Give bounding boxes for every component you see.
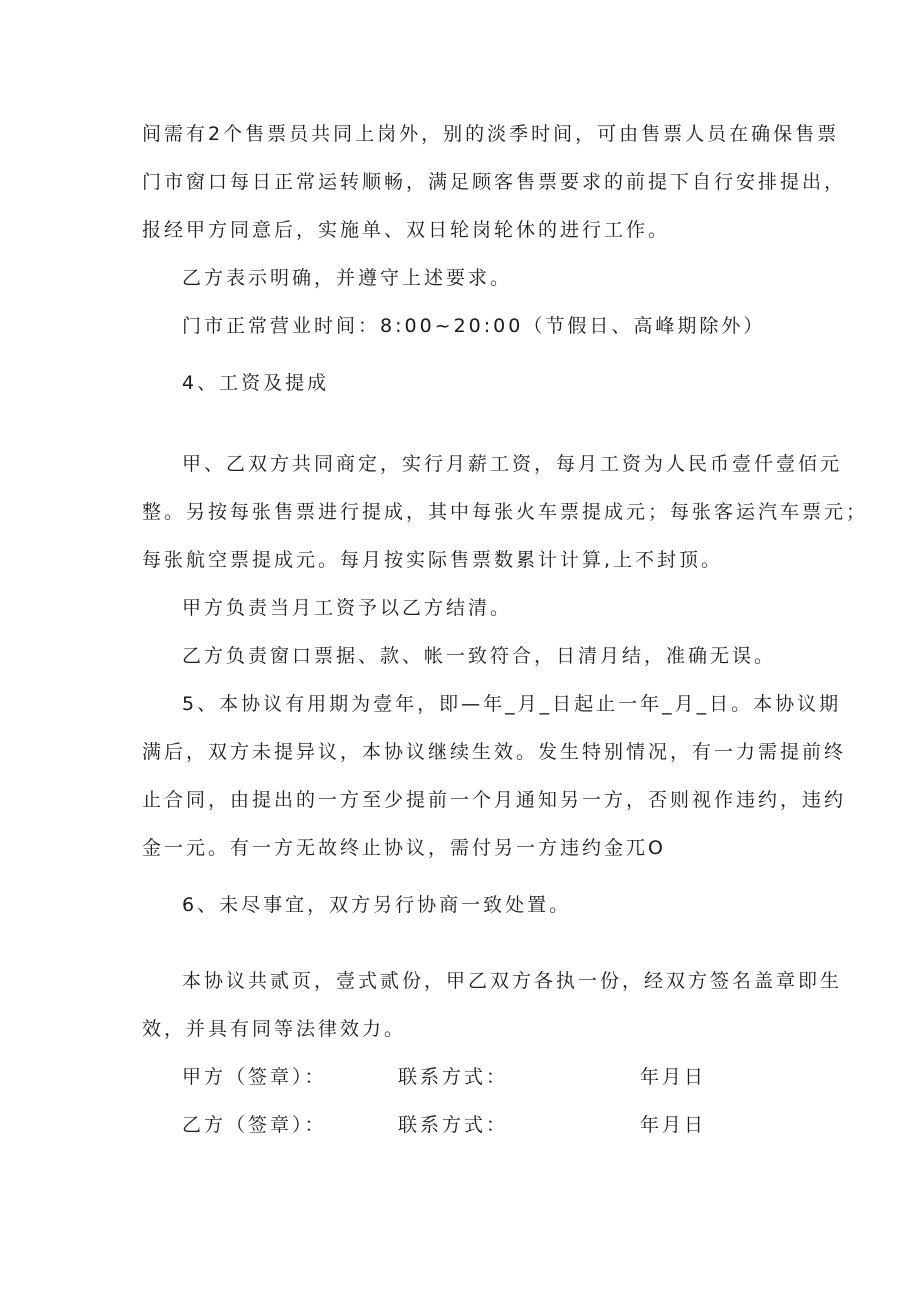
paragraph-line: 甲方负责当月工资予以乙方结清。 bbox=[182, 597, 513, 619]
party-b-date-label: 年月日 bbox=[640, 1114, 707, 1136]
paragraph-line: 效，并具有同等法律效力。 bbox=[142, 1018, 407, 1040]
paragraph-line: 乙方表示明确，并遵守上述要求。 bbox=[182, 267, 513, 289]
paragraph-line: 金一元。有一方无故终止协议，需付另一方违约金兀O bbox=[142, 837, 666, 859]
business-hours-line: 门市正常营业时间：8:00~20:00（节假日、高峰期除外） bbox=[182, 315, 766, 337]
paragraph-line: 间需有2个售票员共同上岗外，别的淡季时间，可由售票人员在确保售票 bbox=[142, 123, 840, 145]
party-a-contact-label: 联系方式： bbox=[398, 1066, 509, 1088]
section-heading-salary: 4、工资及提成 bbox=[182, 372, 330, 394]
section-heading-other: 6、未尽事宜，双方另行协商一致处置。 bbox=[182, 894, 572, 916]
paragraph-line: 整。另按每张售票进行提成，其中每张火车票提成元；每张客运汽车票元； bbox=[142, 501, 869, 523]
paragraph-line: 报经甲方同意后，实施单、双日轮岗轮休的进行工作。 bbox=[142, 219, 671, 241]
party-b-contact-label: 联系方式： bbox=[398, 1114, 509, 1136]
paragraph-line: 止合同，由提出的一方至少提前一个月通知另一方，否则视作违约，违约 bbox=[142, 789, 847, 811]
paragraph-line: 甲、乙双方共同商定，实行月薪工资，每月工资为人民币壹仟壹佰元 bbox=[182, 453, 843, 475]
party-a-signature-label: 甲方（签章）： bbox=[182, 1066, 327, 1088]
party-a-date-label: 年月日 bbox=[640, 1066, 707, 1088]
paragraph-line: 满后，双方未提异议，本协议继续生效。发生特别情况，有一力需提前终 bbox=[142, 741, 847, 763]
party-b-signature-label: 乙方（签章）： bbox=[182, 1114, 327, 1136]
paragraph-line: 门市窗口每日正常运转顺畅，满足顾客售票要求的前提下自行安排提出， bbox=[142, 171, 847, 193]
section-heading-term: 5、本协议有用期为壹年，即—年_月_日起止一年_月_日。本协议期 bbox=[182, 693, 842, 715]
paragraph-line: 本协议共贰页，壹式贰份，甲乙双方各执一份，经双方签名盖章即生 bbox=[182, 970, 843, 992]
paragraph-line: 乙方负责窗口票据、款、帐一致符合，日清月结，准确无误。 bbox=[182, 645, 777, 667]
paragraph-line: 每张航空票提成元。每月按实际售票数累计计算,上不封顶。 bbox=[142, 549, 724, 571]
